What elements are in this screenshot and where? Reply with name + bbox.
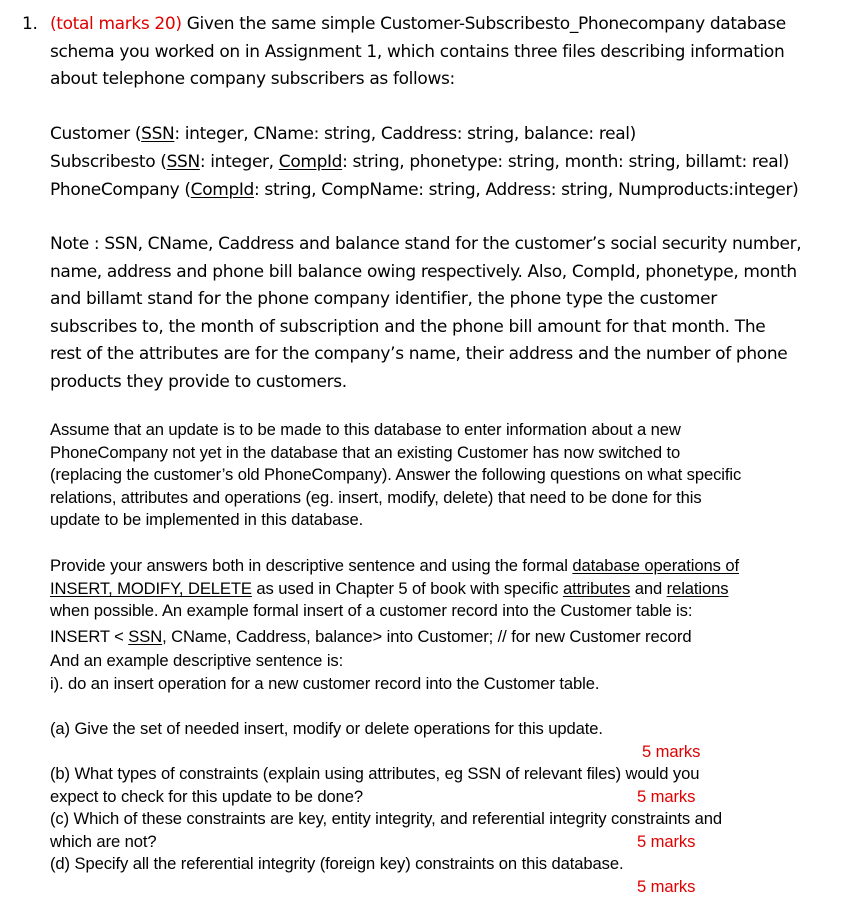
part-c-marks: 5 marks: [637, 832, 696, 851]
part-c-line-1: (c) Which of these constraints are key, entity integrity, and referential integrity constraints and: [50, 809, 722, 828]
key-ssn: SSN: [166, 152, 200, 172]
note-line-1: Note : SSN, CName, Caddress and balance stand for the customer’s social security number,: [50, 234, 802, 254]
assume-line-1: Assume that an update is to be made to this database to enter information about a new: [50, 420, 681, 439]
example-insert: INSERT < SSN, CName, Caddress, balance> into Customer; // for new Customer record: [50, 627, 692, 646]
note-line-2: name, address and phone bill balance owing respectively. Also, CompId, phonetype, month: [50, 262, 797, 282]
note-line-4: subscribes to, the month of subscription and the phone bill amount for that month. The: [50, 317, 766, 337]
part-d: (d) Specify all the referential integrity (foreign key) constraints on this database.: [50, 854, 624, 873]
question-intro-line-1: (total marks 20) Given the same simple Customer-Subscribesto_Phonecompany database: [50, 14, 786, 34]
note-line-5: rest of the attributes are for the company’s name, their address and the number of phone: [50, 344, 788, 364]
note-line-6: products they provide to customers.: [50, 372, 347, 392]
part-c-line-2: which are not?: [50, 832, 157, 851]
provide-line-3: when possible. An example formal insert of a customer record into the Customer table is:: [50, 601, 693, 620]
assume-line-2: PhoneCompany not yet in the database that an existing Customer has now switched to: [50, 443, 681, 462]
question-intro-line-3: about telephone company subscribers as follows:: [50, 69, 455, 89]
provide-line-1: Provide your answers both in descriptive sentence and using the formal database operations of: [50, 556, 739, 575]
assume-line-5: update to be implemented in this database.: [50, 510, 364, 529]
question-intro-line-2: schema you worked on in Assignment 1, which contains three files describing information: [50, 42, 785, 62]
part-a-marks: 5 marks: [642, 742, 701, 761]
schema-phonecompany: PhoneCompany (CompId: string, CompName: string, Address: string, Numproducts:integer): [50, 180, 799, 200]
total-marks-label: (total marks 20): [50, 14, 182, 34]
provide-line-2: INSERT, MODIFY, DELETE as used in Chapter 5 of book with specific attributes and relations: [50, 579, 729, 598]
schema-subscribesto: Subscribesto (SSN: integer, CompId: string, phonetype: string, month: string, billamt: real): [50, 152, 789, 172]
part-d-marks: 5 marks: [637, 877, 696, 896]
question-number: 1.: [22, 14, 38, 34]
provide-line-5: And an example descriptive sentence is:: [50, 651, 344, 670]
key-ssn: SSN: [141, 124, 175, 144]
part-b-line-2: expect to check for this update to be done?: [50, 787, 364, 806]
note-line-3: and billamt stand for the phone company identifier, the phone type the customer: [50, 289, 717, 309]
example-descriptive: i). do an insert operation for a new customer record into the Customer table.: [50, 674, 600, 693]
schema-customer: Customer (SSN: integer, CName: string, Caddress: string, balance: real): [50, 124, 636, 144]
key-compid: CompId: [190, 180, 254, 200]
part-b-line-1: (b) What types of constraints (explain using attributes, eg SSN of relevant files) would you: [50, 764, 700, 783]
assume-line-4: relations, attributes and operations (eg. insert, modify, delete) that need to be done for this: [50, 488, 702, 507]
part-b-marks: 5 marks: [637, 787, 696, 806]
assume-line-3: (replacing the customer’s old PhoneCompany). Answer the following questions on what specific: [50, 465, 742, 484]
key-compid: CompId: [278, 152, 343, 172]
part-a: (a) Give the set of needed insert, modify or delete operations for this update.: [50, 719, 603, 738]
